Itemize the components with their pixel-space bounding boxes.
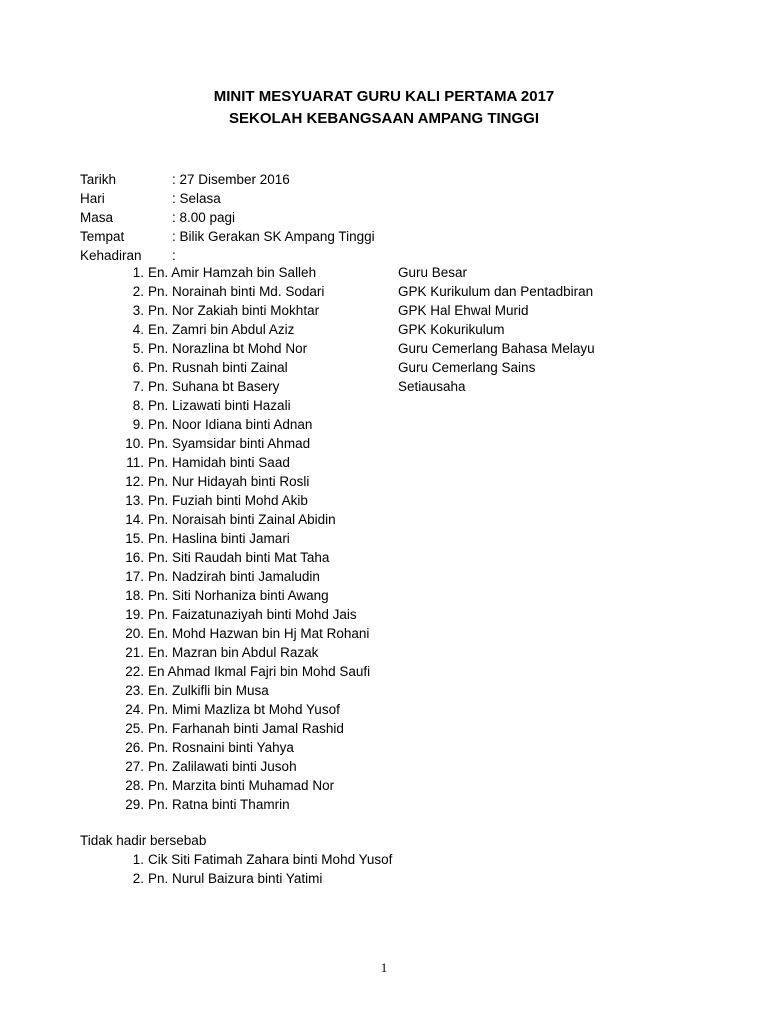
attendee-name: Pn. Norainah binti Md. Sodari bbox=[148, 284, 325, 299]
attendee-name: Pn. Zalilawati binti Jusoh bbox=[148, 759, 297, 774]
attendee-name: Pn. Noraisah binti Zainal Abidin bbox=[148, 512, 336, 527]
list-item-number: 13. bbox=[125, 493, 144, 508]
info-value: : Selasa bbox=[172, 191, 221, 206]
attendee-name: En Ahmad Ikmal Fajri bin Mohd Saufi bbox=[148, 664, 371, 679]
list-item bbox=[80, 757, 640, 776]
absent-list bbox=[80, 850, 640, 888]
info-label: Kehadiran bbox=[80, 248, 142, 263]
list-item-number: 17. bbox=[125, 569, 144, 584]
attendee-name: Pn. Rusnah binti Zainal bbox=[148, 360, 288, 375]
list-item bbox=[80, 700, 640, 719]
attendee-role: Setiausaha bbox=[398, 379, 466, 394]
attendee-name: Pn. Rosnaini binti Yahya bbox=[148, 740, 294, 755]
attendee-role: Guru Cemerlang Bahasa Melayu bbox=[398, 341, 595, 356]
info-label: Masa bbox=[80, 210, 114, 225]
list-item-number: 7. bbox=[132, 379, 144, 394]
info-value: : 8.00 pagi bbox=[172, 210, 236, 225]
list-item bbox=[80, 339, 640, 358]
list-item bbox=[80, 453, 640, 472]
attendee-name: En. Amir Hamzah bin Salleh bbox=[148, 265, 317, 280]
attendee-name: Pn. Ratna binti Thamrin bbox=[148, 797, 290, 812]
attendee-name: Pn. Nadzirah binti Jamaludin bbox=[148, 569, 320, 584]
attendee-role: GPK Kokurikulum bbox=[398, 322, 505, 337]
list-item-number: 9. bbox=[132, 417, 144, 432]
list-item bbox=[80, 738, 640, 757]
attendee-name: Pn. Syamsidar binti Ahmad bbox=[148, 436, 311, 451]
list-item bbox=[80, 510, 640, 529]
list-item bbox=[80, 548, 640, 567]
attendee-name: Pn. Farhanah binti Jamal Rashid bbox=[148, 721, 344, 736]
attendee-role: Guru Cemerlang Sains bbox=[398, 360, 536, 375]
list-item-number: 25. bbox=[125, 721, 144, 736]
list-item bbox=[80, 263, 640, 282]
list-item bbox=[80, 850, 640, 869]
list-item-number: 18. bbox=[125, 588, 144, 603]
list-item-number: 29. bbox=[125, 797, 144, 812]
list-item-number: 1. bbox=[132, 852, 144, 867]
list-item bbox=[80, 301, 640, 320]
absentee-name: Cik Siti Fatimah Zahara binti Mohd Yusof bbox=[148, 852, 393, 867]
info-value: : bbox=[172, 248, 176, 263]
attendee-name: Pn. Haslina binti Jamari bbox=[148, 531, 290, 546]
list-item bbox=[80, 320, 640, 339]
list-item-number: 6. bbox=[132, 360, 144, 375]
attendee-name: Pn. Siti Norhaniza binti Awang bbox=[148, 588, 329, 603]
document-subtitle: SEKOLAH KEBANGSAAN AMPANG TINGGI bbox=[228, 110, 539, 127]
list-item-number: 14. bbox=[125, 512, 144, 527]
list-item-number: 28. bbox=[125, 778, 144, 793]
list-item-number: 27. bbox=[125, 759, 144, 774]
list-item-number: 19. bbox=[125, 607, 144, 622]
attendance-list bbox=[80, 263, 640, 814]
page-number: 1 bbox=[380, 960, 388, 975]
list-item bbox=[80, 719, 640, 738]
info-label: Tempat bbox=[80, 229, 125, 244]
list-item-number: 11. bbox=[126, 455, 144, 470]
list-item bbox=[80, 605, 640, 624]
absentee-name: Pn. Nurul Baizura binti Yatimi bbox=[148, 871, 323, 886]
list-item-number: 8. bbox=[132, 398, 144, 413]
list-item bbox=[80, 377, 640, 396]
list-item-number: 2. bbox=[132, 284, 144, 299]
list-item-number: 4. bbox=[132, 322, 144, 337]
list-item-number: 15. bbox=[125, 531, 144, 546]
attendee-name: Pn. Hamidah binti Saad bbox=[148, 455, 290, 470]
attendee-name: En. Zulkifli bin Musa bbox=[148, 683, 269, 698]
list-item-number: 12. bbox=[125, 474, 144, 489]
info-label: Hari bbox=[80, 191, 105, 206]
list-item bbox=[80, 282, 640, 301]
list-item-number: 24. bbox=[125, 702, 144, 717]
attendee-name: Pn. Siti Raudah binti Mat Taha bbox=[148, 550, 330, 565]
list-item-number: 20. bbox=[125, 626, 144, 641]
list-item bbox=[80, 396, 640, 415]
list-item bbox=[80, 795, 640, 814]
list-item-number: 21. bbox=[125, 645, 144, 660]
attendee-name: Pn. Faizatunaziyah binti Mohd Jais bbox=[148, 607, 357, 622]
list-item bbox=[80, 869, 640, 888]
list-item-number: 3. bbox=[132, 303, 144, 318]
attendee-name: Pn. Lizawati binti Hazali bbox=[148, 398, 291, 413]
attendee-name: Pn. Fuziah binti Mohd Akib bbox=[148, 493, 308, 508]
list-item-number: 22. bbox=[125, 664, 144, 679]
attendee-role: GPK Hal Ehwal Murid bbox=[398, 303, 529, 318]
list-item bbox=[80, 415, 640, 434]
attendee-name: Pn. Nor Zakiah binti Mokhtar bbox=[148, 303, 320, 318]
list-item bbox=[80, 472, 640, 491]
list-item-number: 16. bbox=[125, 550, 144, 565]
list-item-number: 2. bbox=[132, 871, 144, 886]
list-item-number: 10. bbox=[125, 436, 144, 451]
list-item bbox=[80, 358, 640, 377]
attendee-name: Pn. Noor Idiana binti Adnan bbox=[148, 417, 313, 432]
attendee-name: Pn. Marzita binti Muhamad Nor bbox=[148, 778, 335, 793]
list-item bbox=[80, 586, 640, 605]
attendee-name: En. Zamri bin Abdul Aziz bbox=[148, 322, 295, 337]
list-item bbox=[80, 662, 640, 681]
attendee-name: Pn. Suhana bt Basery bbox=[148, 379, 280, 394]
list-item bbox=[80, 776, 640, 795]
list-item bbox=[80, 624, 640, 643]
list-item bbox=[80, 681, 640, 700]
info-value: : Bilik Gerakan SK Ampang Tinggi bbox=[172, 229, 375, 244]
list-item bbox=[80, 567, 640, 586]
list-item bbox=[80, 434, 640, 453]
list-item-number: 26. bbox=[125, 740, 144, 755]
list-item-number: 23. bbox=[125, 683, 144, 698]
document-title: MINIT MESYUARAT GURU KALI PERTAMA 2017 bbox=[213, 88, 555, 105]
attendee-name: En. Mazran bin Abdul Razak bbox=[148, 645, 319, 660]
list-item bbox=[80, 529, 640, 548]
list-item bbox=[80, 643, 640, 662]
list-item-number: 5. bbox=[132, 341, 144, 356]
info-value: : 27 Disember 2016 bbox=[172, 172, 290, 187]
info-label: Tarikh bbox=[80, 172, 117, 187]
list-item-number: 1. bbox=[132, 265, 144, 280]
list-item bbox=[80, 491, 640, 510]
attendee-name: En. Mohd Hazwan bin Hj Mat Rohani bbox=[148, 626, 370, 641]
attendee-name: Pn. Nur Hidayah binti Rosli bbox=[148, 474, 310, 489]
attendee-name: Pn. Mimi Mazliza bt Mohd Yusof bbox=[148, 702, 340, 717]
attendee-role: GPK Kurikulum dan Pentadbiran bbox=[398, 284, 594, 299]
attendee-role: Guru Besar bbox=[398, 265, 468, 280]
attendee-name: Pn. Norazlina bt Mohd Nor bbox=[148, 341, 308, 356]
absent-heading: Tidak hadir bersebab bbox=[80, 833, 207, 848]
